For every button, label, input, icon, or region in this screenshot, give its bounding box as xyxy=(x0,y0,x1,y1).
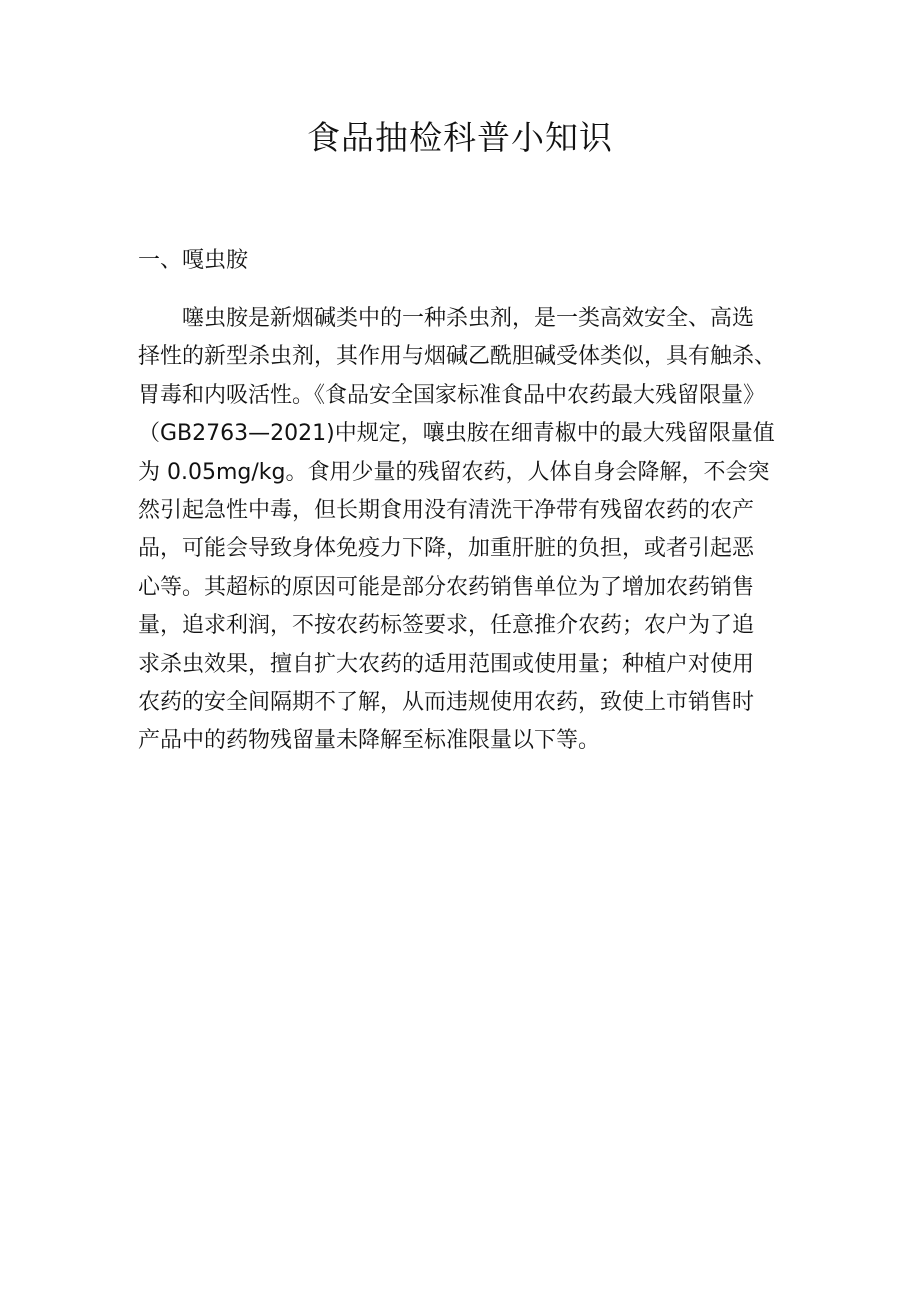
body-line: 量，追求利润，不按农药标签要求，任意推介农药；农户为了追 xyxy=(138,613,755,639)
body-line: 胃毒和内吸活性。《食品安全国家标准食品中农药最大残留限量》 xyxy=(138,382,766,408)
section-heading: 一、嘎虫胺 xyxy=(138,248,249,273)
body-line: 求杀虫效果，擅自扩大农药的适用范围或使用量；种植户对使用 xyxy=(138,651,755,677)
body-line: （GB2763—2021)中规定，嚷虫胺在细青椒中的最大残留限量值 xyxy=(138,421,775,447)
body-line: 为 0.05mg/kg。食用少量的残留农药，人体自身会降解，不会突 xyxy=(138,459,770,485)
body-line: 心等。其超标的原因可能是部分农药销售单位为了增加农药销售 xyxy=(138,574,755,600)
body-line: 品，可能会导致身体免疫力下降，加重肝脏的负担，或者引起恶 xyxy=(138,536,755,562)
body-line: 农药的安全间隔期不了解，从而违规使用农药，致使上市销售时 xyxy=(138,690,755,716)
document-title: 食品抽检科普小知识 xyxy=(307,118,613,157)
section-body xyxy=(138,300,798,761)
body-line: 择性的新型杀虫剂，其作用与烟碱乙酰胆碱受体类似，具有触杀、 xyxy=(138,344,777,370)
body-line: 然引起急性中毒，但长期食用没有清洗干净带有残留农药的农产 xyxy=(138,498,755,524)
body-line: 产品中的药物残留量未降解至标准限量以下等。 xyxy=(138,728,601,754)
body-line: 噻虫胺是新烟碱类中的一种杀虫剂，是一类高效安全、高选 xyxy=(138,306,755,331)
